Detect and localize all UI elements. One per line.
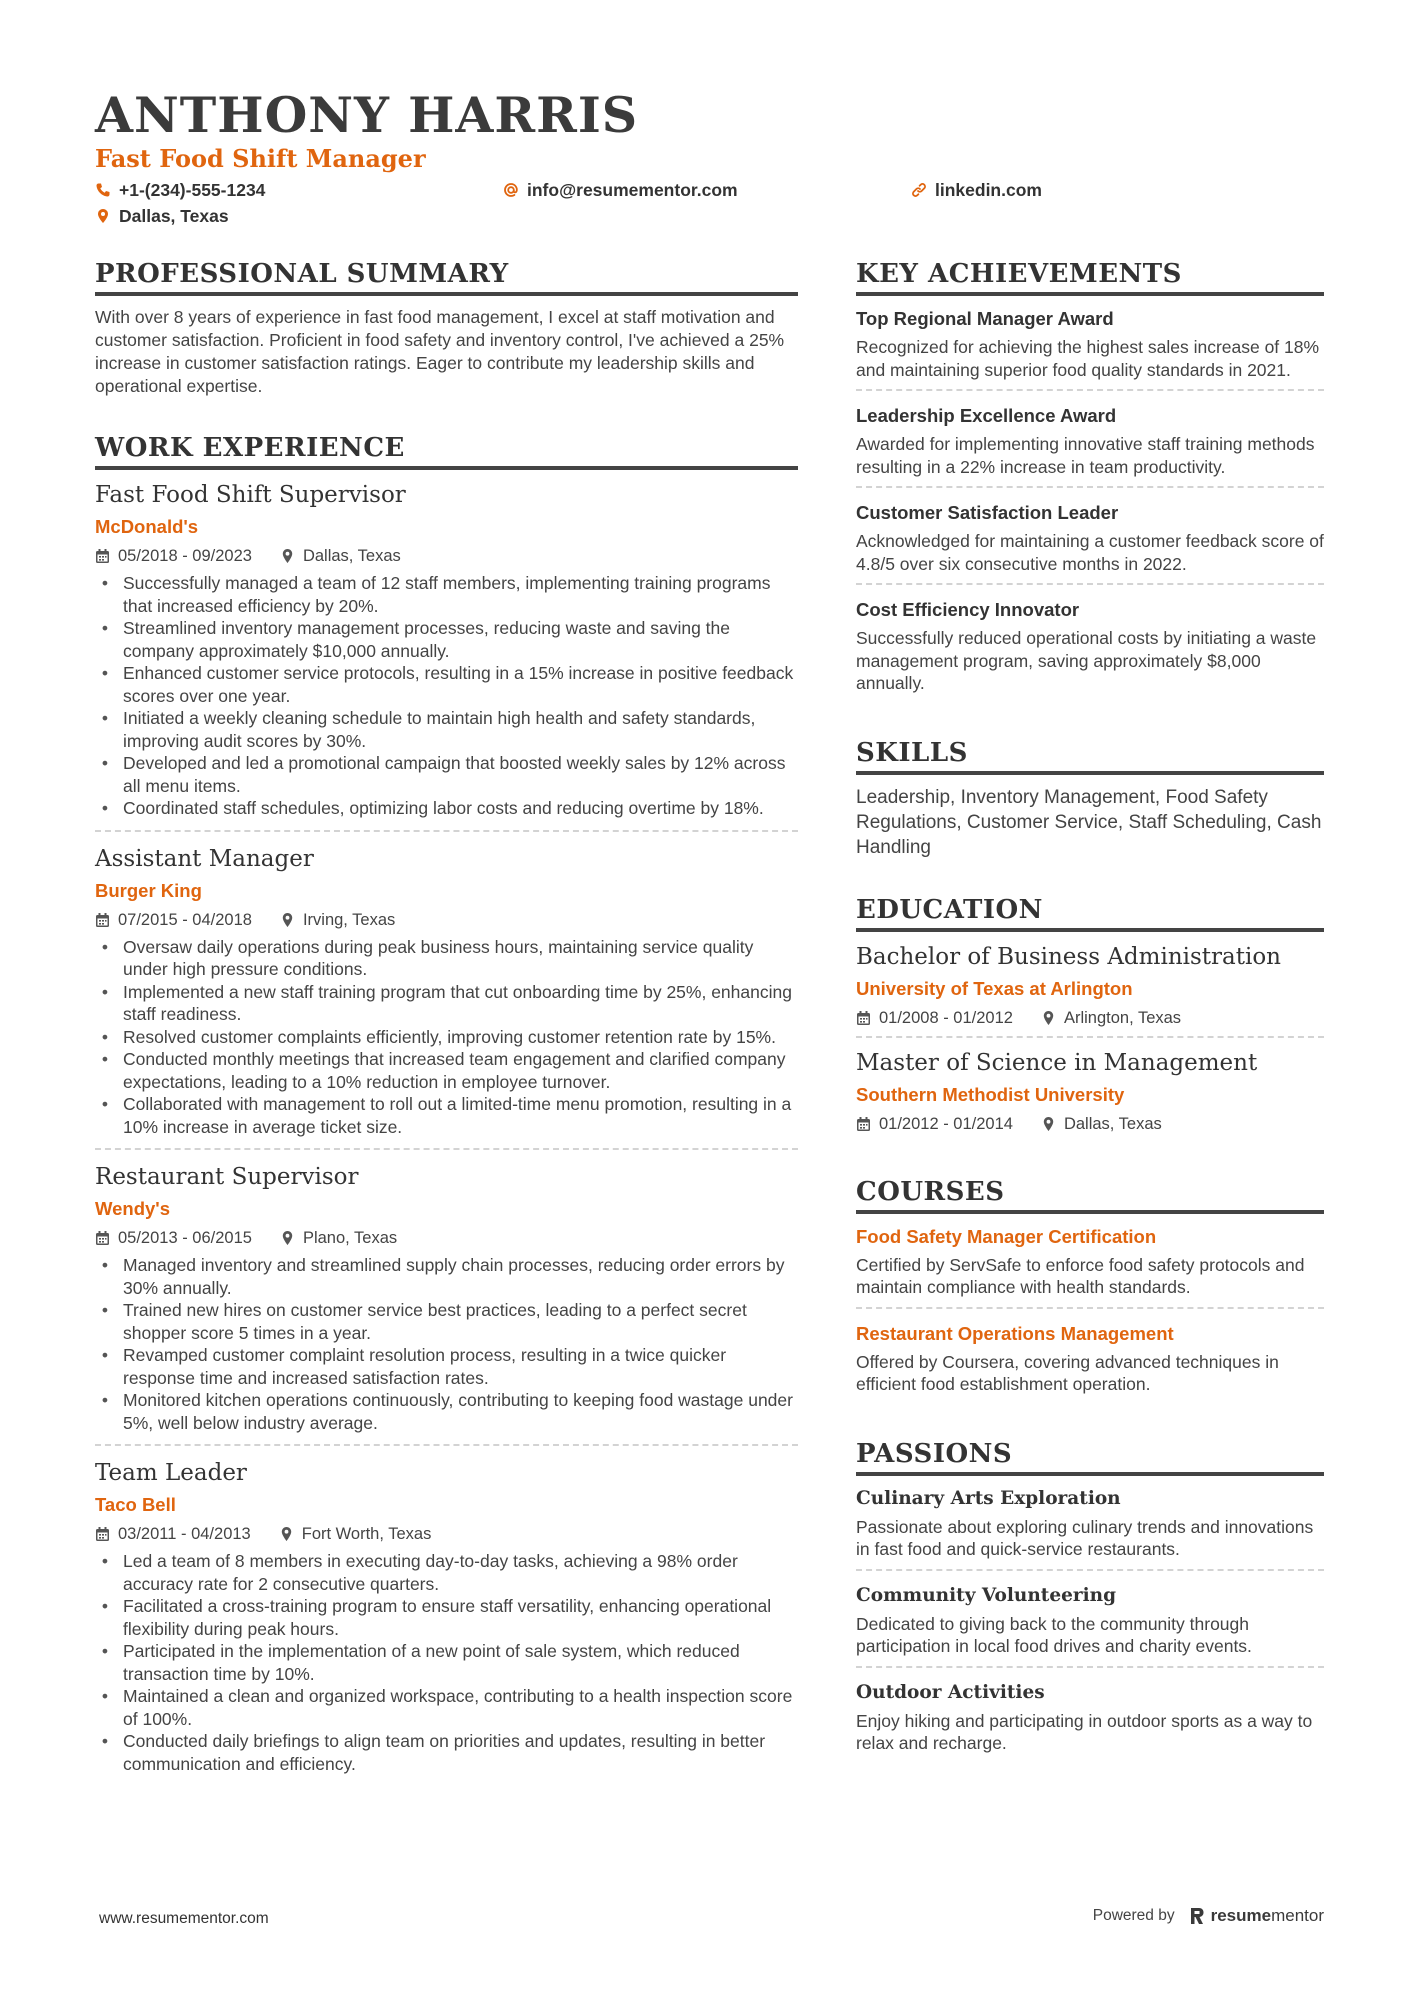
brand-logo[interactable]	[1189, 1906, 1324, 1926]
course-item	[856, 1224, 1324, 1309]
left-column	[95, 258, 798, 1819]
phone-contact	[95, 178, 503, 202]
bullet-item: • Streamlined inventory management processes, reducing waste and saving the company approximately $10,000 annually.	[123, 617, 798, 662]
section-heading-achievements: KEY ACHIEVEMENTS	[856, 258, 1324, 296]
achievement-description: Acknowledged for maintaining a customer feedback score of 4.8/5 over six consecutive months in 2022.	[856, 531, 1324, 574]
passion-title: Outdoor Activities	[856, 1681, 1045, 1703]
job-role: Fast Food Shift Supervisor	[95, 482, 406, 508]
phone-icon	[95, 182, 111, 198]
section-heading-skills: SKILLS	[856, 737, 1324, 775]
job-entry	[95, 1162, 798, 1446]
date-location-row	[95, 544, 798, 568]
date-range	[95, 544, 252, 568]
passion-title: Community Volunteering	[856, 1584, 1117, 1606]
achievement-item	[856, 500, 1324, 585]
contact-row	[95, 178, 1325, 202]
job-bullets	[95, 1254, 798, 1434]
education-list	[856, 942, 1324, 1142]
school-name: University of Texas at Arlington	[856, 977, 1133, 999]
job-role: Restaurant Supervisor	[95, 1164, 359, 1190]
achievement-title: Top Regional Manager Award	[856, 308, 1114, 329]
location	[280, 908, 395, 932]
location-pin-icon	[1041, 1116, 1056, 1132]
passion-description: Dedicated to giving back to the community through participation in local food drives and charity events.	[856, 1613, 1252, 1656]
course-title: Food Safety Manager Certification	[856, 1225, 1157, 1247]
passion-item	[856, 1680, 1324, 1763]
bullet-item: • Facilitated a cross-training program to ensure staff versatility, enhancing operational flexibility during peak hours.	[123, 1595, 798, 1640]
bullet-item: • Conducted monthly meetings that increased team engagement and clarified company expectations, leading to a 10% reduction in employee turnover.	[123, 1048, 798, 1093]
right-column	[856, 258, 1324, 1797]
achievements-section	[856, 258, 1324, 703]
achievement-title: Leadership Excellence Award	[856, 405, 1117, 426]
job-list	[95, 480, 798, 1785]
bullet-item: • Led a team of 8 members in executing day-to-day tasks, achieving a 98% order accuracy rate for 2 consecutive quarters.	[123, 1550, 798, 1595]
bullet-item: • Maintained a clean and organized workspace, contributing to a health inspection score of 100%.	[123, 1685, 798, 1730]
achievement-description: Awarded for implementing innovative staff training methods resulting in a 22% increase in team productivity.	[856, 434, 1315, 477]
job-role: Team Leader	[95, 1460, 247, 1486]
location-pin-icon	[280, 548, 295, 564]
calendar-icon	[95, 1230, 110, 1246]
location	[279, 1522, 432, 1546]
email-contact	[503, 178, 911, 202]
location	[1041, 1006, 1181, 1030]
date-text: 01/2008 - 01/2012	[879, 1008, 1013, 1027]
bullet-item: • Enhanced customer service protocols, resulting in a 15% increase in positive feedback scores over one year.	[123, 662, 798, 707]
date-location-row	[95, 1226, 798, 1250]
location	[280, 544, 401, 568]
location	[280, 1226, 397, 1250]
degree-name: Master of Science in Management	[856, 1049, 1258, 1076]
bullet-item: • Collaborated with management to roll out a limited-time menu promotion, resulting in a 10% increase in average ticket size.	[123, 1093, 798, 1138]
bullet-item: • Oversaw daily operations during peak business hours, maintaining service quality under high pressure conditions.	[123, 936, 798, 981]
bullet-item: • Successfully managed a team of 12 staff members, implementing training programs that increased efficiency by 20%.	[123, 572, 798, 617]
date-location-row	[856, 1112, 1324, 1136]
calendar-icon	[856, 1116, 871, 1132]
bullet-item: • Participated in the implementation of a new point of sale system, which reduced transaction time by 10%.	[123, 1640, 798, 1685]
candidate-title: Fast Food Shift Manager	[95, 144, 426, 173]
calendar-icon	[95, 548, 110, 564]
job-company: Burger King	[95, 879, 202, 901]
job-company: McDonald's	[95, 516, 199, 537]
date-range	[856, 1006, 1013, 1030]
job-company: Taco Bell	[95, 1494, 176, 1515]
achievement-title: Customer Satisfaction Leader	[856, 502, 1119, 523]
phone-number[interactable]: +1-(234)-555-1234	[119, 179, 266, 200]
section-heading-courses: COURSES	[856, 1176, 1324, 1214]
date-location-row	[856, 1006, 1324, 1030]
location-text: Irving, Texas	[302, 910, 396, 929]
course-item	[856, 1321, 1324, 1404]
resume-header	[95, 86, 1325, 228]
calendar-icon	[95, 1526, 110, 1542]
at-icon	[503, 182, 519, 198]
achievement-title: Cost Efficiency Innovator	[856, 599, 1080, 620]
date-text: 05/2013 - 06/2015	[118, 1229, 252, 1247]
bullet-item: • Revamped customer complaint resolution process, resulting in a twice quicker response time and increased satisfaction rates.	[123, 1344, 798, 1389]
course-description: Offered by Coursera, covering advanced techniques in efficient food establishment operation.	[856, 1351, 1279, 1394]
bullet-item: • Initiated a weekly cleaning schedule to maintain high health and safety standards, improving audit scores by 30%.	[123, 707, 798, 752]
location-pin-icon	[1041, 1010, 1056, 1026]
resumementor-logo-icon	[1189, 1906, 1205, 1926]
date-text: 07/2015 - 04/2018	[118, 910, 252, 929]
location-pin-icon	[280, 1230, 295, 1246]
bullet-item: • Coordinated staff schedules, optimizing labor costs and reducing overtime by 18%.	[123, 797, 798, 820]
footer-url[interactable]: www.resumementor.com	[99, 1910, 269, 1927]
powered-by-label: Powered by	[1092, 1907, 1175, 1924]
course-title: Restaurant Operations Management	[856, 1322, 1174, 1344]
date-range	[95, 908, 252, 932]
date-text: 05/2018 - 09/2023	[118, 547, 252, 565]
job-entry	[95, 480, 798, 832]
course-description: Certified by ServSafe to enforce food safety protocols and maintain compliance with health standards.	[856, 1254, 1305, 1297]
job-entry	[95, 1458, 798, 1785]
section-heading-summary: PROFESSIONAL SUMMARY	[95, 258, 798, 296]
section-heading-education: EDUCATION	[856, 894, 1324, 932]
candidate-location: Dallas, Texas	[119, 205, 229, 226]
achievement-item	[856, 306, 1324, 391]
passion-description: Passionate about exploring culinary trends and innovations in fast food and quick-service restaurants.	[856, 1516, 1314, 1559]
school-name: Southern Methodist University	[856, 1083, 1125, 1105]
job-entry	[95, 844, 798, 1151]
link-icon	[911, 182, 927, 198]
degree-name: Bachelor of Business Administration	[856, 943, 1281, 970]
calendar-icon	[95, 912, 110, 928]
education-item	[856, 1048, 1324, 1142]
achievement-item	[856, 597, 1324, 703]
course-list	[856, 1224, 1324, 1404]
location-text: Dallas, Texas	[302, 547, 401, 565]
linkedin-link[interactable]: linkedin.com	[935, 179, 1042, 200]
education-section	[856, 894, 1324, 1142]
passion-item	[856, 1486, 1324, 1571]
job-role: Assistant Manager	[95, 845, 314, 872]
summary-section	[95, 258, 798, 398]
map-pin-icon	[95, 208, 111, 224]
work-section	[95, 432, 798, 1785]
date-range	[95, 1522, 251, 1546]
passion-list	[856, 1486, 1324, 1763]
location-text: Plano, Texas	[302, 1229, 398, 1247]
bullet-item: • Resolved customer complaints efficiently, improving customer retention rate by 15%.	[123, 1026, 798, 1049]
achievement-list	[856, 306, 1324, 703]
location-text: Fort Worth, Texas	[301, 1525, 432, 1543]
candidate-name: ANTHONY HARRIS	[95, 86, 639, 144]
job-company: Wendy's	[95, 1198, 170, 1219]
location-text: Arlington, Texas	[1063, 1008, 1182, 1027]
location-pin-icon	[280, 912, 295, 928]
skills-section	[856, 737, 1324, 860]
date-range	[95, 1226, 252, 1250]
skills-text: Leadership, Inventory Management, Food Safety Regulations, Customer Service, Staff Scheduling, Cash Handling	[856, 786, 1322, 858]
achievement-item	[856, 403, 1324, 488]
date-range	[856, 1112, 1013, 1136]
date-text: 01/2012 - 01/2014	[879, 1114, 1013, 1133]
achievement-description: Successfully reduced operational costs by initiating a waste management program, saving approximately $8,000 annually.	[856, 628, 1317, 693]
passion-description: Enjoy hiking and participating in outdoor sports as a way to relax and recharge.	[856, 1710, 1313, 1753]
linkedin-contact	[911, 178, 1042, 202]
page-footer	[99, 1906, 1324, 1936]
email-address[interactable]: info@resumementor.com	[527, 179, 738, 200]
location-pin-icon	[279, 1526, 294, 1542]
date-location-row	[95, 1522, 798, 1546]
brand-light: mentor	[1271, 1906, 1324, 1925]
location-contact	[95, 204, 229, 228]
section-heading-passions: PASSIONS	[856, 1438, 1324, 1476]
date-location-row	[95, 908, 798, 932]
location-text: Dallas, Texas	[1063, 1114, 1162, 1133]
bullet-item: • Developed and led a promotional campaign that boosted weekly sales by 12% across all menu items.	[123, 752, 798, 797]
brand-bold: resume	[1210, 1906, 1272, 1925]
passions-section	[856, 1438, 1324, 1763]
location-row	[95, 204, 1325, 228]
summary-text: With over 8 years of experience in fast food management, I excel at staff motivation and customer satisfaction. Proficient in food safety and inventory control, I've achieved a 25% increase in customer satisfaction ratings. Eager to contribute my leadership skills and operational expertise.	[95, 307, 785, 396]
courses-section	[856, 1176, 1324, 1404]
job-bullets	[95, 1550, 798, 1775]
bullet-item: • Trained new hires on customer service best practices, leading to a perfect secret shopper score 5 times in a year.	[123, 1299, 798, 1344]
job-bullets	[95, 572, 798, 820]
section-heading-work: WORK EXPERIENCE	[95, 432, 798, 470]
passion-title: Culinary Arts Exploration	[856, 1487, 1121, 1509]
powered-by	[1093, 1906, 1324, 1926]
bullet-item: • Managed inventory and streamlined supply chain processes, reducing order errors by 30% annually.	[123, 1254, 798, 1299]
location	[1041, 1112, 1162, 1136]
bullet-item: • Implemented a new staff training program that cut onboarding time by 25%, enhancing staff readiness.	[123, 981, 798, 1026]
passion-item	[856, 1583, 1324, 1668]
achievement-description: Recognized for achieving the highest sales increase of 18% and maintaining superior food quality standards in 2021.	[856, 337, 1320, 380]
date-text: 03/2011 - 04/2013	[118, 1525, 251, 1543]
job-bullets	[95, 936, 798, 1139]
calendar-icon	[856, 1010, 871, 1026]
bullet-item: • Conducted daily briefings to align team on priorities and updates, resulting in better communication and efficiency.	[123, 1730, 798, 1775]
education-item	[856, 942, 1324, 1038]
bullet-item: • Monitored kitchen operations continuously, contributing to keeping food wastage under 5%, well below industry average.	[123, 1389, 798, 1434]
